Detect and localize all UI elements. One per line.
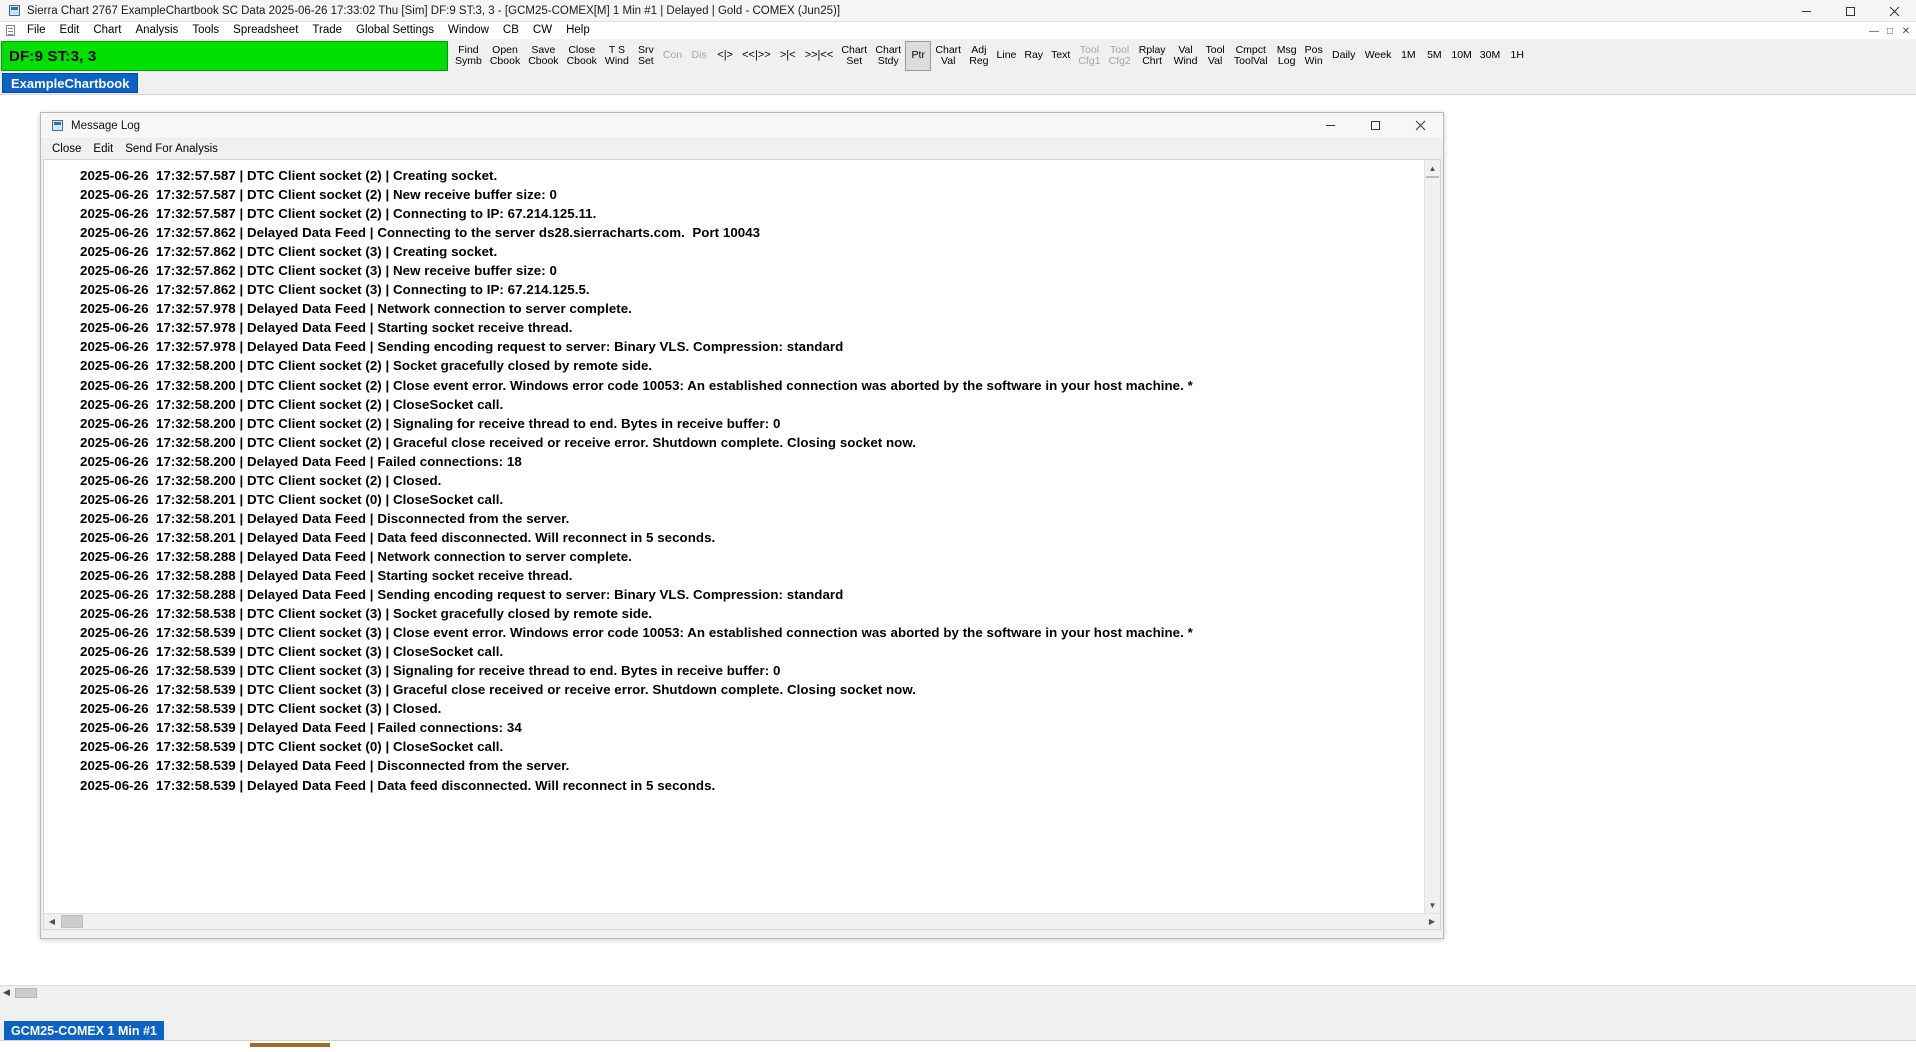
main-window-buttons — [1784, 0, 1916, 22]
log-line: 2025-06-26 17:32:58.200 | DTC Client socket (2) | Signaling for receive thread to end. Bytes in receive buffer: 0 — [80, 415, 781, 431]
log-line: 2025-06-26 17:32:58.201 | Delayed Data Feed | Disconnected from the server. — [80, 510, 570, 526]
chart-scroll-start-button[interactable] — [775, 41, 801, 71]
timeframe-10m-label: 10M — [1451, 49, 1472, 62]
log-line: 2025-06-26 17:32:58.201 | Delayed Data Feed | Data feed disconnected. Will reconnect in 5 seconds. — [80, 529, 716, 545]
restore-child-icon[interactable]: □ — [1886, 25, 1894, 37]
adj-reg-label-2: Reg — [969, 55, 989, 67]
find-symb-button[interactable] — [451, 41, 486, 71]
ray-tool-label: Ray — [1024, 49, 1044, 62]
minimize-icon — [1801, 6, 1812, 17]
chart-window-tab-gcm25[interactable]: GCM25-COMEX 1 Min #1 — [4, 1021, 164, 1040]
timeframe-1m-label: 1M — [1401, 49, 1416, 62]
log-line: 2025-06-26 17:32:58.539 | DTC Client socket (3) | Close event error. Windows error code 10053: An established connection was aborted by the software in your host machine. * — [80, 625, 1193, 641]
hscroll-thumb[interactable] — [61, 915, 83, 928]
chart-step-label: <|> — [717, 49, 733, 62]
scroll-up-icon[interactable]: ▲ — [1428, 163, 1437, 173]
log-line: 2025-06-26 17:32:58.539 | Delayed Data Feed | Disconnected from the server. — [80, 758, 570, 774]
values-window-button[interactable] — [1170, 41, 1202, 71]
close-icon — [1889, 6, 1900, 17]
text-tool-label: Text — [1051, 49, 1071, 62]
srv-set-label-1: Srv — [637, 43, 654, 56]
log-line: 2025-06-26 17:32:58.200 | DTC Client socket (2) | Graceful close received or receive error. Shutdown complete. Closing socket now. — [80, 434, 916, 450]
position-window-button[interactable] — [1301, 41, 1327, 71]
server-settings-button[interactable] — [633, 41, 659, 71]
save-cbook-label-2: Cbook — [528, 55, 559, 67]
close-cbook-label-2: Cbook — [566, 55, 597, 67]
close-button[interactable] — [1872, 0, 1916, 22]
log-line: 2025-06-26 17:32:57.862 | Delayed Data Feed | Connecting to the server ds28.sierracharts.com. Port 10043 — [80, 225, 761, 241]
taskbar-indicator — [250, 1043, 330, 1047]
cmpct-toolval-label-2: ToolVal — [1233, 55, 1268, 67]
chart-stdy-label-1: Chart — [875, 43, 902, 56]
log-line: 2025-06-26 17:32:58.539 | DTC Client socket (3) | Signaling for receive thread to end. Bytes in receive buffer: 0 — [80, 663, 781, 679]
adjust-region-button[interactable] — [965, 41, 992, 71]
menu-spreadsheet[interactable]: Spreadsheet — [233, 24, 299, 36]
chart-set-label-1: Chart — [841, 43, 868, 56]
tool-cfg2-label-1: Tool — [1109, 43, 1130, 56]
timeframe-10m-button[interactable] — [1447, 41, 1475, 71]
open-cbook-label-2: Cbook — [489, 55, 521, 67]
message-log-horizontal-scrollbar[interactable] — [44, 913, 1440, 929]
compact-tool-values-button[interactable] — [1229, 41, 1273, 71]
chart-window-tab-row — [0, 1020, 1916, 1040]
log-line: 2025-06-26 17:32:57.862 | DTC Client socket (3) | Connecting to IP: 67.214.125.5. — [80, 282, 590, 298]
message-log-title: Message Log — [71, 119, 141, 132]
main-titlebar — [0, 0, 1916, 22]
restore-icon — [1845, 6, 1856, 17]
menu-analysis[interactable]: Analysis — [135, 24, 179, 36]
vscroll-thumb[interactable] — [1426, 176, 1439, 178]
scroll-down-icon[interactable]: ▼ — [1428, 900, 1437, 910]
log-line: 2025-06-26 17:32:57.587 | DTC Client socket (2) | New receive buffer size: 0 — [80, 187, 557, 203]
disconnect-button[interactable] — [686, 41, 712, 71]
log-line: 2025-06-26 17:32:57.587 | DTC Client socket (2) | Creating socket. — [80, 168, 498, 183]
minimize-child-icon[interactable]: — — [1869, 25, 1879, 37]
timeframe-week-label: Week — [1364, 49, 1392, 62]
chart-settings-button[interactable] — [837, 41, 871, 71]
timeframe-30m-label: 30M — [1479, 49, 1501, 62]
timeframe-5m-label: 5M — [1427, 49, 1442, 62]
close-cbook-label-1: Close — [568, 43, 596, 56]
log-line: 2025-06-26 17:32:58.539 | DTC Client socket (3) | CloseSocket call. — [80, 644, 504, 660]
pointer-tool-label: Ptr — [911, 49, 925, 62]
save-cbook-label-1: Save — [531, 43, 556, 56]
menu-tools[interactable]: Tools — [192, 24, 220, 36]
message-log-maximize-button[interactable] — [1353, 113, 1398, 139]
message-log-button[interactable] — [1273, 41, 1301, 71]
log-line: 2025-06-26 17:32:57.978 | Delayed Data Feed | Starting socket receive thread. — [80, 320, 573, 336]
line-tool-label: Line — [996, 49, 1017, 62]
log-line: 2025-06-26 17:32:58.201 | DTC Client socket (0) | CloseSocket call. — [80, 491, 504, 507]
tool-cfg2-label-2: Cfg2 — [1108, 55, 1131, 67]
menu-window[interactable]: Window — [448, 24, 489, 36]
message-log-menu-close[interactable]: Close — [52, 142, 82, 155]
tool-val-label-2: Val — [1207, 55, 1223, 67]
msg-log-label-2: Log — [1277, 55, 1296, 67]
msg-log-label-1: Msg — [1276, 43, 1297, 56]
timeframe-1m-button[interactable] — [1395, 41, 1421, 71]
ts-wind-label-1: T S — [608, 43, 625, 56]
close-icon — [1415, 120, 1426, 131]
pos-win-label-1: Pos — [1304, 43, 1323, 56]
tool-cfg1-label-2: Cfg1 — [1078, 55, 1101, 67]
time-sales-window-button[interactable] — [601, 41, 633, 71]
chart-step-button[interactable] — [712, 41, 738, 71]
log-line: 2025-06-26 17:32:57.862 | DTC Client socket (3) | New receive buffer size: 0 — [80, 263, 557, 279]
menu-bar — [0, 22, 1916, 40]
message-log-menu-send-for-analysis[interactable]: Send For Analysis — [125, 142, 218, 155]
open-cbook-button[interactable] — [486, 41, 524, 71]
data-feed-status-badge[interactable]: DF:9 ST:3, 3 — [1, 41, 448, 71]
minimize-button[interactable] — [1784, 0, 1828, 22]
message-log-minimize-button[interactable] — [1308, 113, 1353, 139]
menu-trade[interactable]: Trade — [312, 24, 343, 36]
chart-horizontal-scrollbar[interactable] — [0, 985, 1916, 999]
chart-scroll-end-label: >>|<< — [804, 49, 834, 62]
taskbar-strip — [0, 1040, 1916, 1052]
log-line: 2025-06-26 17:32:58.539 | DTC Client socket (3) | Graceful close received or receive error. Shutdown complete. Closing socket now. — [80, 682, 916, 698]
maximize-button[interactable] — [1828, 0, 1872, 22]
srv-set-label-2: Set — [637, 55, 654, 67]
chart-studies-button[interactable] — [871, 41, 905, 71]
sierra-chart-icon — [5, 3, 23, 19]
chart-scroll-fast-label: <<|>> — [742, 49, 771, 62]
chart-scroll-start-label: >|< — [779, 49, 796, 62]
menu-global-settings[interactable]: Global Settings — [356, 24, 435, 36]
log-line: 2025-06-26 17:32:57.978 | Delayed Data Feed | Sending encoding request to server: Binary VLS. Compression: standard — [80, 339, 844, 355]
timeframe-week-button[interactable] — [1361, 41, 1396, 71]
find-symb-label-2: Symb — [455, 55, 482, 67]
log-line: 2025-06-26 17:32:58.288 | Delayed Data Feed | Network connection to server complete. — [80, 548, 632, 564]
tool-val-label-1: Tool — [1205, 43, 1225, 56]
find-symb-label-1: Find — [458, 43, 479, 56]
scroll-left-icon[interactable]: ◀ — [3, 987, 10, 997]
chart-stdy-label-2: Stdy — [877, 55, 899, 67]
menu-chart[interactable]: Chart — [93, 24, 122, 36]
chart-val-label-1: Chart — [935, 43, 962, 56]
timeframe-30m-button[interactable] — [1476, 41, 1504, 71]
pos-win-label-2: Win — [1304, 55, 1323, 67]
chartbook-tab-examplechartbook[interactable]: ExampleChartbook — [2, 73, 138, 93]
message-log-menu-edit[interactable]: Edit — [93, 142, 114, 155]
adj-reg-label-1: Adj — [971, 43, 987, 56]
document-icon — [0, 25, 20, 36]
menu-help[interactable]: Help — [566, 24, 590, 36]
val-wind-label-2: Wind — [1173, 55, 1198, 67]
line-tool-button[interactable] — [993, 41, 1021, 71]
text-tool-button[interactable] — [1047, 41, 1074, 71]
toolbar-button-group — [451, 40, 1530, 72]
open-cbook-label-1: Open — [492, 43, 518, 56]
message-log-vertical-scrollbar[interactable] — [1424, 160, 1440, 913]
menu-file[interactable]: File — [27, 24, 46, 36]
save-cbook-button[interactable] — [524, 41, 562, 71]
connect-label: Con — [662, 49, 683, 62]
chart-values-button[interactable] — [931, 41, 965, 71]
log-line: 2025-06-26 17:32:58.539 | Delayed Data Feed | Failed connections: 34 — [80, 720, 522, 736]
cmpct-toolval-label-1: Cmpct — [1235, 43, 1266, 56]
log-line: 2025-06-26 17:32:58.538 | DTC Client socket (3) | Socket gracefully closed by remote side. — [80, 606, 653, 622]
message-log-titlebar[interactable] — [41, 113, 1443, 139]
menu-edit[interactable]: Edit — [59, 24, 80, 36]
rplay-chrt-label-2: Chrt — [1142, 55, 1163, 67]
replay-chart-button[interactable] — [1135, 41, 1170, 71]
message-log-icon — [47, 120, 67, 131]
message-log-status-strip — [41, 930, 1443, 938]
log-line: 2025-06-26 17:32:57.862 | DTC Client socket (3) | Creating socket. — [80, 244, 498, 260]
minimize-icon — [1325, 120, 1336, 131]
chart-set-label-2: Set — [846, 55, 863, 67]
log-line: 2025-06-26 17:32:57.587 | DTC Client socket (2) | Connecting to IP: 67.214.125.11. — [80, 206, 597, 222]
rplay-chrt-label-1: Rplay — [1138, 43, 1166, 56]
log-line: 2025-06-26 17:32:58.200 | DTC Client socket (2) | Socket gracefully closed by remote side. — [80, 358, 653, 374]
chartbook-tab-row — [0, 72, 1916, 94]
tool-values-button[interactable] — [1202, 41, 1229, 71]
log-line: 2025-06-26 17:32:58.539 | Delayed Data Feed | Data feed disconnected. Will reconnect in 5 seconds. — [80, 777, 716, 793]
menu-cb[interactable]: CB — [502, 24, 519, 36]
tool-cfg1-label-1: Tool — [1079, 43, 1100, 56]
chart-val-label-2: Val — [941, 55, 956, 67]
timeframe-daily-label: Daily — [1332, 49, 1356, 62]
timeframe-5m-button[interactable] — [1421, 41, 1447, 71]
tool-config-2-button[interactable] — [1105, 41, 1135, 71]
scroll-left-icon[interactable]: ◀ — [48, 917, 56, 926]
log-line: 2025-06-26 17:32:58.539 | DTC Client socket (0) | CloseSocket call. — [80, 739, 504, 755]
message-log-close-button[interactable] — [1398, 113, 1443, 139]
child-window-buttons — [1866, 22, 1914, 40]
pointer-tool-button[interactable] — [905, 41, 931, 71]
scroll-right-icon[interactable]: ▶ — [1428, 917, 1436, 926]
message-log-window — [40, 112, 1444, 939]
chart-scroll-fast-button[interactable] — [738, 41, 775, 71]
ray-tool-button[interactable] — [1020, 41, 1047, 71]
log-line: 2025-06-26 17:32:58.539 | DTC Client socket (3) | Closed. — [80, 701, 442, 717]
tool-config-1-button[interactable] — [1074, 41, 1104, 71]
message-log-line-list[interactable] — [44, 160, 1424, 913]
log-line: 2025-06-26 17:32:58.200 | Delayed Data Feed | Failed connections: 18 — [80, 453, 522, 469]
ts-wind-label-2: Wind — [604, 55, 629, 67]
log-line: 2025-06-26 17:32:58.288 | Delayed Data Feed | Starting socket receive thread. — [80, 567, 573, 583]
close-cbook-button[interactable] — [563, 41, 601, 71]
timeframe-daily-button[interactable] — [1327, 41, 1361, 71]
main-toolbar — [0, 40, 1916, 72]
chart-scroll-end-button[interactable] — [801, 41, 838, 71]
timeframe-1h-button[interactable] — [1504, 41, 1530, 71]
vscroll-track[interactable] — [1425, 176, 1441, 897]
main-window-title: Sierra Chart 2767 ExampleChartbook SC Data 2025-06-26 17:33:02 Thu [Sim] DF:9 ST:3, 3 - [GCM25-COMEX[M] 1 Min #1 | Delayed | Gold - COMEX (Jun25)] — [27, 4, 841, 17]
log-line: 2025-06-26 17:32:58.200 | DTC Client socket (2) | Close event error. Windows error code 10053: An established connection was aborted by the software in your host machine. * — [80, 377, 1193, 393]
log-line: 2025-06-26 17:32:58.200 | DTC Client socket (2) | CloseSocket call. — [80, 396, 504, 412]
log-line: 2025-06-26 17:32:57.978 | Delayed Data Feed | Network connection to server complete. — [80, 301, 632, 317]
message-log-window-buttons — [1308, 113, 1443, 139]
message-log-body — [43, 159, 1441, 930]
chart-hscroll-thumb[interactable] — [15, 988, 37, 998]
timeframe-1h-label: 1H — [1510, 49, 1524, 62]
val-wind-label-1: Val — [1178, 43, 1193, 56]
close-child-icon[interactable]: ✕ — [1901, 25, 1911, 37]
menu-cw[interactable]: CW — [532, 24, 553, 36]
maximize-icon — [1370, 120, 1381, 131]
message-log-menubar — [41, 139, 1443, 159]
connect-button[interactable] — [659, 41, 686, 71]
log-line: 2025-06-26 17:32:58.288 | Delayed Data Feed | Sending encoding request to server: Binary VLS. Compression: standard — [80, 587, 844, 603]
log-line: 2025-06-26 17:32:58.200 | DTC Client socket (2) | Closed. — [80, 472, 442, 488]
disconnect-label: Dis — [691, 49, 707, 62]
